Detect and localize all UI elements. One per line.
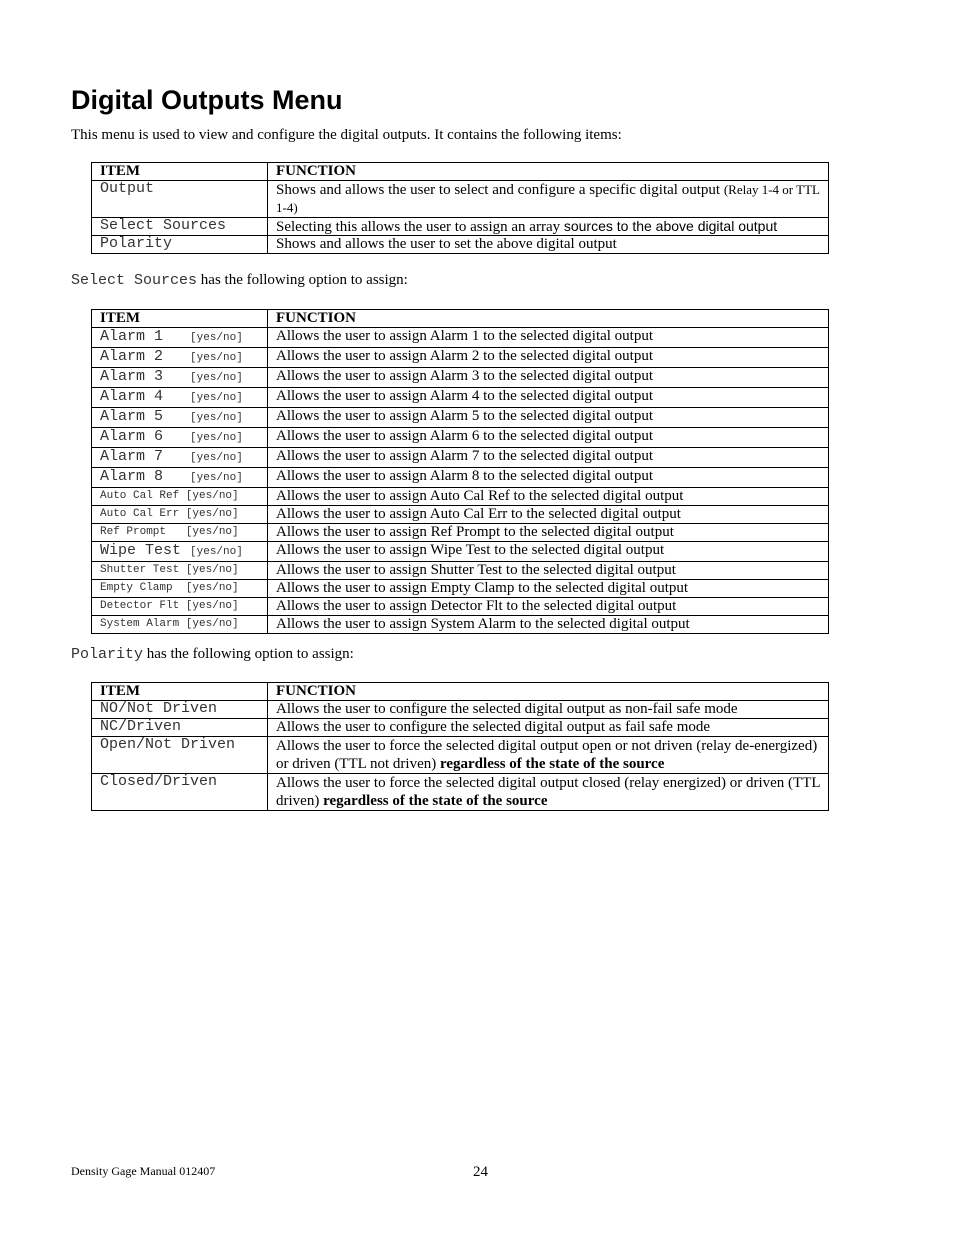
menu-items-table (91, 162, 829, 254)
item-option: [yes/no] (190, 392, 243, 404)
item-cell: Polarity (92, 236, 268, 254)
item-name: Alarm 6 (100, 428, 191, 445)
function-note: (Relay 1-4 or TTL 1-4) (276, 182, 820, 215)
table-row (92, 218, 829, 236)
table-row (92, 428, 829, 448)
item-option: [yes/no] (190, 546, 243, 558)
item-cell (92, 408, 268, 428)
item-cell: Empty Clamp [yes/no] (92, 580, 268, 598)
item-cell: NO/Not Driven (92, 701, 268, 719)
item-cell: Auto Cal Ref [yes/no] (92, 488, 268, 506)
function-text: Allows the user to force the selected digital output open or not driven (relay de-energized) or driven (TTL not driven) (276, 738, 818, 772)
footer-document-title: Density Gage Manual 012407 (71, 1164, 216, 1178)
item-cell (92, 388, 268, 408)
item-name: Alarm 2 (100, 348, 191, 365)
table-row (92, 236, 829, 254)
paragraph-text: has the following option to assign: (143, 646, 354, 662)
table-row (92, 181, 829, 218)
table-row (92, 524, 829, 542)
page-title: Digital Outputs Menu (71, 85, 343, 115)
table-row (92, 488, 829, 506)
table-row (92, 506, 829, 524)
term-polarity: Polarity (71, 646, 144, 663)
item-option: [yes/no] (190, 412, 243, 424)
table-header-row (92, 163, 829, 181)
item-name: Alarm 3 (100, 368, 191, 385)
table-row (92, 448, 829, 468)
table-row (92, 368, 829, 388)
table-row (92, 328, 829, 348)
header-function: FUNCTION (268, 683, 829, 701)
item-cell (92, 348, 268, 368)
item-option: [yes/no] (190, 472, 243, 484)
header-item: ITEM (92, 310, 268, 328)
table-row (92, 580, 829, 598)
paragraph-text: has the following option to assign: (197, 272, 408, 288)
function-cell: Allows the user to assign Auto Cal Err to the selected digital output (268, 506, 829, 524)
function-cell: Allows the user to assign Alarm 4 to the selected digital output (268, 388, 829, 408)
item-option: [yes/no] (190, 332, 243, 344)
item-cell (92, 468, 268, 488)
function-cell: Allows the user to assign Detector Flt to the selected digital output (268, 598, 829, 616)
select-sources-table (91, 309, 829, 634)
table-row (92, 719, 829, 737)
item-option: [yes/no] (190, 352, 243, 364)
table-header-row (92, 683, 829, 701)
function-cell: Allows the user to assign Ref Prompt to the selected digital output (268, 524, 829, 542)
function-cell (268, 737, 829, 774)
function-cell: Allows the user to assign Alarm 2 to the selected digital output (268, 348, 829, 368)
item-cell (92, 328, 268, 348)
function-cell: Allows the user to assign Alarm 8 to the selected digital output (268, 468, 829, 488)
table-row (92, 348, 829, 368)
function-text: Selecting this allows the user to assign an array (276, 219, 564, 235)
function-cell: Allows the user to assign Alarm 6 to the selected digital output (268, 428, 829, 448)
table-row (92, 701, 829, 719)
page-number: 24 (473, 1164, 488, 1180)
function-text: Allows the user to force the selected digital output closed (relay energized) or driven (TTL driven) (276, 775, 820, 809)
item-cell: Open/Not Driven (92, 737, 268, 774)
item-cell: Ref Prompt [yes/no] (92, 524, 268, 542)
function-cell: Allows the user to assign Empty Clamp to the selected digital output (268, 580, 829, 598)
header-function: FUNCTION (268, 163, 829, 181)
item-option: [yes/no] (190, 372, 243, 384)
header-item: ITEM (92, 163, 268, 181)
term-select-sources: Select Sources (71, 272, 198, 289)
function-cell: Allows the user to assign System Alarm to the selected digital output (268, 616, 829, 634)
item-cell: Detector Flt [yes/no] (92, 598, 268, 616)
function-cell: Allows the user to assign Wipe Test to the selected digital output (268, 542, 829, 562)
function-cell: Allows the user to assign Shutter Test to the selected digital output (268, 562, 829, 580)
item-cell: Shutter Test [yes/no] (92, 562, 268, 580)
item-cell: NC/Driven (92, 719, 268, 737)
item-name: Alarm 4 (100, 388, 191, 405)
function-cell: Allows the user to assign Alarm 5 to the selected digital output (268, 408, 829, 428)
item-cell: Output (92, 181, 268, 218)
item-name: Wipe Test (100, 542, 191, 559)
table-row (92, 388, 829, 408)
table-row (92, 468, 829, 488)
function-cell: Allows the user to assign Alarm 1 to the selected digital output (268, 328, 829, 348)
item-name: Alarm 8 (100, 468, 191, 485)
function-cell: Allows the user to assign Alarm 3 to the selected digital output (268, 368, 829, 388)
function-cell (268, 181, 829, 218)
function-cell: Allows the user to assign Alarm 7 to the selected digital output (268, 448, 829, 468)
header-function: FUNCTION (268, 310, 829, 328)
item-cell (92, 448, 268, 468)
item-option: [yes/no] (190, 452, 243, 464)
item-cell (92, 368, 268, 388)
function-cell: Shows and allows the user to set the above digital output (268, 236, 829, 254)
item-option: [yes/no] (190, 432, 243, 444)
table-row (92, 562, 829, 580)
item-cell (92, 542, 268, 562)
function-cell: Allows the user to assign Auto Cal Ref to the selected digital output (268, 488, 829, 506)
function-cell (268, 218, 829, 236)
function-cell: Allows the user to configure the selected digital output as fail safe mode (268, 719, 829, 737)
item-cell: Select Sources (92, 218, 268, 236)
function-text-sans: sources to the above digital output (563, 218, 778, 234)
function-text: Shows and allows the user to select and configure a specific digital output (276, 182, 724, 198)
item-cell: Closed/Driven (92, 774, 268, 811)
function-cell: Allows the user to configure the selected digital output as non-fail safe mode (268, 701, 829, 719)
table-row (92, 737, 829, 774)
function-bold-text: regardless of the state of the source (439, 756, 665, 772)
item-cell (92, 428, 268, 448)
intro-paragraph: This menu is used to view and configure the digital outputs. It contains the following items: (71, 127, 622, 143)
item-name: Alarm 7 (100, 448, 191, 465)
item-cell: System Alarm [yes/no] (92, 616, 268, 634)
table-row (92, 598, 829, 616)
table-header-row (92, 310, 829, 328)
table-row (92, 616, 829, 634)
polarity-table (91, 682, 829, 811)
header-item: ITEM (92, 683, 268, 701)
table-row (92, 408, 829, 428)
polarity-paragraph (71, 645, 354, 664)
item-name: Alarm 1 (100, 328, 191, 345)
select-sources-paragraph (71, 271, 408, 290)
item-cell: Auto Cal Err [yes/no] (92, 506, 268, 524)
function-bold-text: regardless of the state of the source (323, 793, 548, 809)
function-cell (268, 774, 829, 811)
item-name: Alarm 5 (100, 408, 191, 425)
table-row (92, 542, 829, 562)
table-row (92, 774, 829, 811)
